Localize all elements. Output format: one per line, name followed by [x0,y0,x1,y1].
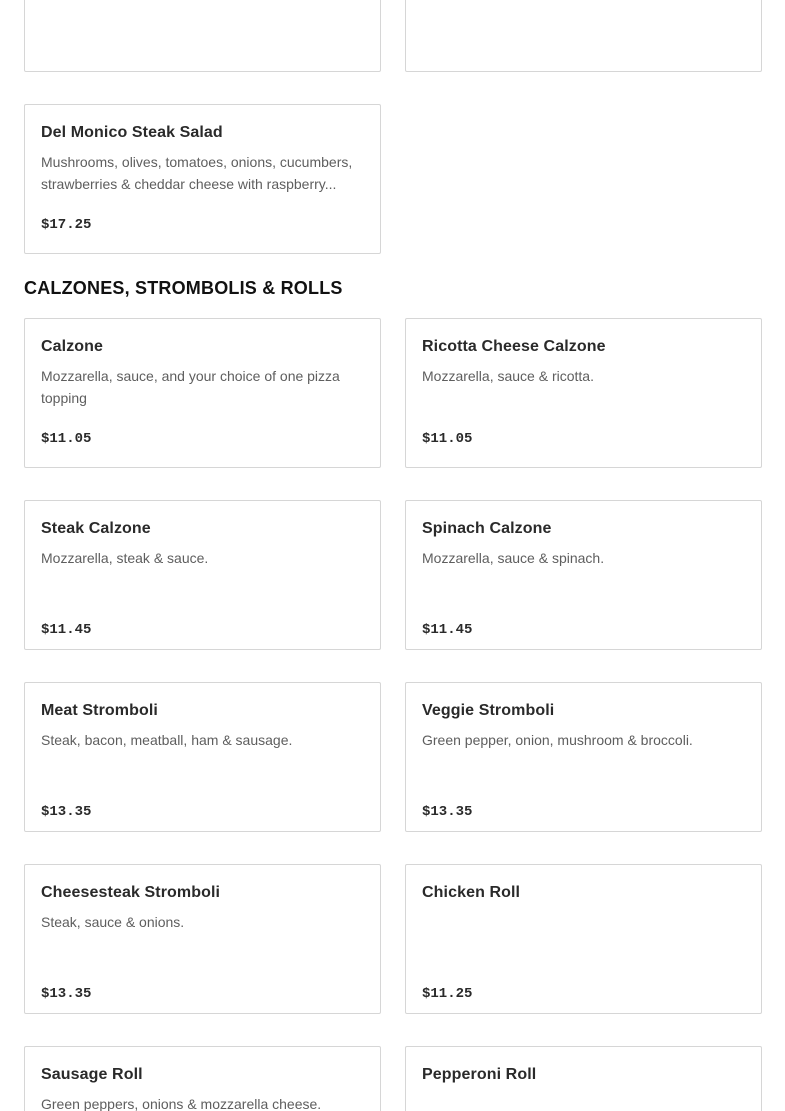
menu-item-card[interactable] [405,864,762,1014]
menu-item-name: Pepperoni Roll [422,1066,537,1083]
menu-item-price: $11.45 [41,622,92,638]
menu-item-description: Steak, bacon, meatball, ham & sausage. [41,732,293,748]
menu-item-description: Mozzarella, sauce & spinach. [422,550,605,566]
menu-item-name: Sausage Roll [41,1066,143,1083]
menu-item-card[interactable] [24,1046,381,1111]
menu-item-name: Meat Stromboli [41,702,158,719]
menu-item-name: Cheesesteak Stromboli [41,884,221,901]
menu-item-description: Green pepper, onion, mushroom & broccoli. [422,732,693,748]
menu-item-price: $17.25 [41,217,92,233]
menu-item-card[interactable] [24,104,381,254]
menu-item-description: Mozzarella, steak & sauce. [41,550,209,566]
menu-item-card[interactable] [405,500,762,650]
menu-item-name: Ricotta Cheese Calzone [422,338,606,355]
menu-item-price: $11.25 [422,986,473,1002]
menu-item-price: $11.05 [422,431,473,447]
menu-item-description: Mozzarella, sauce & ricotta. [422,368,594,384]
menu-item-name: Calzone [41,338,104,355]
menu-item-name: Steak Calzone [41,520,151,537]
menu-item-description: Mozzarella, sauce, and your choice of one pizza topping [41,368,340,406]
menu-item-price: $11.05 [41,431,92,447]
menu-item-name: Spinach Calzone [422,520,552,537]
menu-item-card[interactable] [24,682,381,832]
menu-item-name: Veggie Stromboli [422,702,555,719]
menu-item-card[interactable] [405,682,762,832]
menu-item-card[interactable] [24,0,381,72]
menu-item-card[interactable] [24,500,381,650]
menu-item-card[interactable] [405,1046,762,1111]
menu-item-description: Steak, sauce & onions. [41,914,185,930]
menu-item-price: $13.35 [422,804,473,820]
menu-item-price: $13.35 [41,804,92,820]
menu-item-card[interactable] [24,864,381,1014]
menu-item-card[interactable] [24,318,381,468]
menu-item-price: $13.35 [41,986,92,1002]
menu-item-description: Green peppers, onions & mozzarella cheese. [41,1096,322,1111]
menu-item-card[interactable] [405,318,762,468]
menu-item-name: Del Monico Steak Salad [41,124,223,141]
menu-item-price: $11.45 [422,622,473,638]
menu-item-name: Chicken Roll [422,884,521,901]
menu-item-card[interactable] [405,0,762,72]
section-title: CALZONES, STROMBOLIS & ROLLS [24,278,343,298]
menu-item-description: Mushrooms, olives, tomatoes, onions, cucumbers, strawberries & cheddar cheese with raspberry... [41,154,353,192]
